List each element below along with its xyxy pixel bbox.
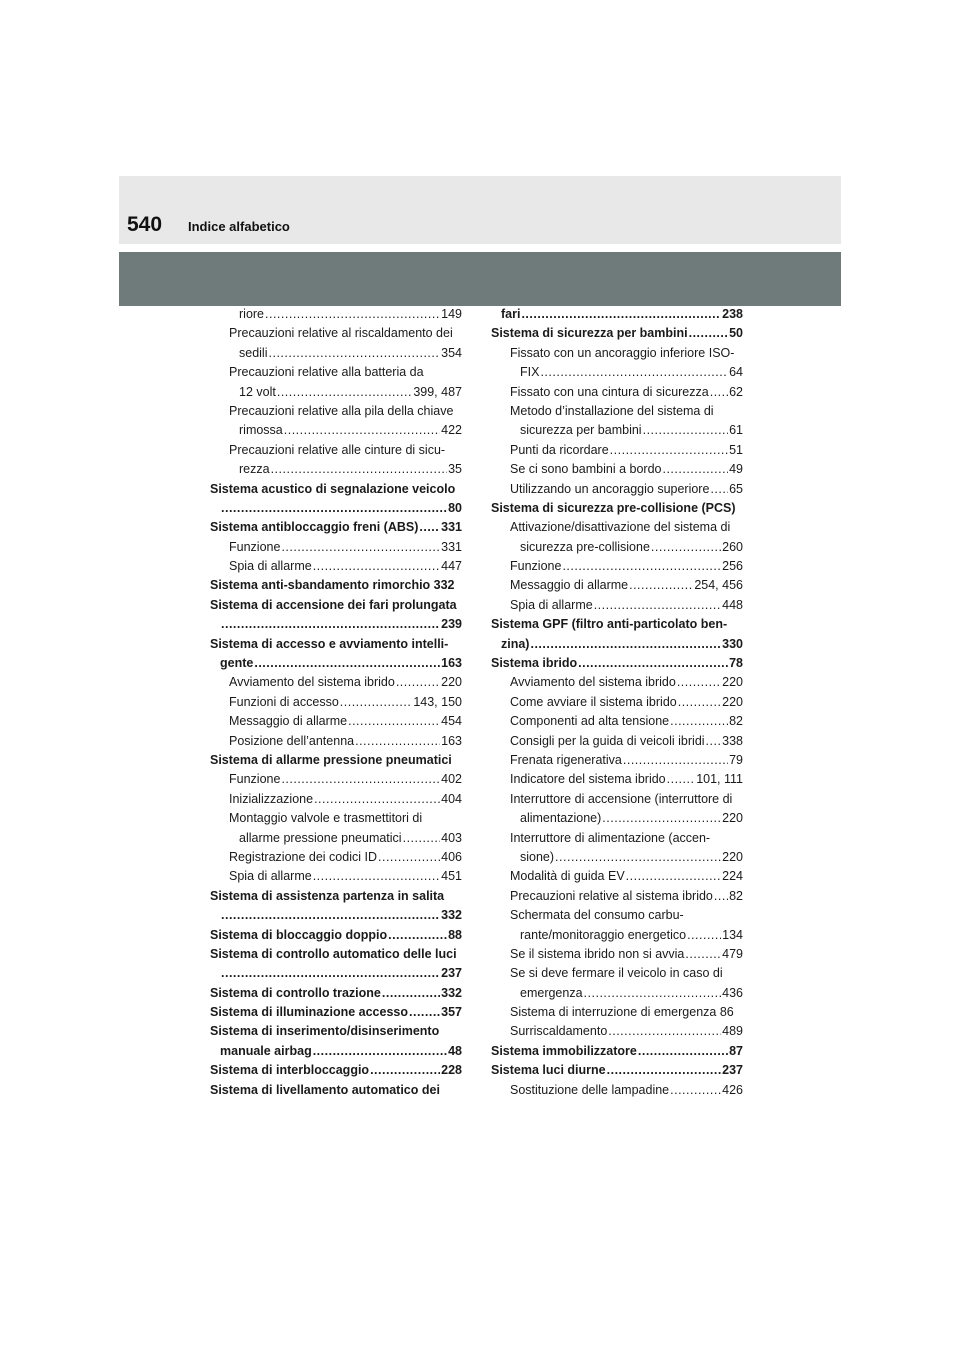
index-entry-page: 254, 456 xyxy=(694,578,743,593)
index-entry-text: Sistema di accensione dei fari prolungata xyxy=(210,597,457,612)
index-entry-text: Componenti ad alta tensione xyxy=(510,714,670,729)
index-entry xyxy=(491,654,743,673)
index-entry xyxy=(491,421,743,440)
index-entry xyxy=(210,906,462,925)
index-entry-page: 422 xyxy=(441,423,462,438)
index-entry-text: Spia di allarme xyxy=(510,597,593,612)
dot-leader xyxy=(629,576,693,595)
index-entry-text: FIX xyxy=(520,365,540,380)
index-entry-page: 354 xyxy=(441,345,462,360)
index-entry xyxy=(491,363,743,382)
index-entry-text: Sistema di controllo trazione xyxy=(210,985,381,1000)
dot-leader xyxy=(419,518,440,537)
dot-leader xyxy=(221,615,440,634)
index-entry-page: 228 xyxy=(441,1063,462,1078)
index-entry-text: Sistema di controllo automatico delle luci xyxy=(210,946,457,961)
index-entry-page: 454 xyxy=(441,714,462,729)
index-entry-text: Modalità di guida EV xyxy=(510,869,625,884)
index-entry-text: Inizializzazione xyxy=(229,791,314,806)
index-entry xyxy=(210,538,462,557)
index-entry-text: Messaggio di allarme xyxy=(510,578,629,593)
index-entry-text: Come avviare il sistema ibrido xyxy=(510,694,677,709)
index-entry xyxy=(210,984,462,1003)
index-entry-text: 12 volt xyxy=(239,384,276,399)
dot-leader xyxy=(221,906,440,925)
dot-leader xyxy=(388,926,447,945)
dot-leader xyxy=(355,732,440,751)
index-entry xyxy=(210,480,462,499)
index-entry-text: Utilizzando un ancoraggio superiore xyxy=(510,481,710,496)
index-entry xyxy=(210,576,462,595)
index-entry-page: 436 xyxy=(722,985,743,1000)
index-entry-page: 220 xyxy=(722,849,743,864)
index-entry-page: 406 xyxy=(441,849,462,864)
index-entry-page: 332 xyxy=(441,908,462,923)
index-entry xyxy=(491,1022,743,1041)
dot-leader xyxy=(643,421,729,440)
index-entry xyxy=(210,867,462,886)
index-entry-text: Sistema di sicurezza per bambini xyxy=(491,326,688,341)
index-entry-text: Precauzioni relative alle cinture di sicu- xyxy=(229,442,446,457)
index-entry-page: 451 xyxy=(441,869,462,884)
index-entry-text: Sistema di illuminazione accesso xyxy=(210,1005,408,1020)
index-entry-text: Frenata rigenerativa xyxy=(510,752,622,767)
index-entry-page: 338 xyxy=(722,733,743,748)
index-entry xyxy=(210,402,462,421)
index-entry xyxy=(491,964,743,983)
dot-leader xyxy=(710,383,728,402)
dot-leader xyxy=(313,1042,447,1061)
dot-leader xyxy=(370,1061,440,1080)
index-entry-text: Interruttore di alimentazione (accen- xyxy=(510,830,711,845)
index-entry xyxy=(491,596,743,615)
index-entry xyxy=(210,596,462,615)
index-entry xyxy=(210,460,462,479)
index-entry-text: fari xyxy=(501,307,521,321)
index-entry-text: Precauzioni relative alla pila della chiave xyxy=(229,403,454,418)
index-entry-page: 238 xyxy=(722,307,743,321)
dot-leader xyxy=(313,557,440,576)
index-entry xyxy=(491,712,743,731)
index-entry-page: 51 xyxy=(729,442,743,457)
dot-leader xyxy=(396,673,440,692)
index-column-right xyxy=(491,305,743,1100)
index-entry-text: Registrazione dei codici ID xyxy=(229,849,377,864)
index-entry-page: 447 xyxy=(441,559,462,574)
index-entry xyxy=(210,615,462,634)
index-entry xyxy=(210,1042,462,1061)
index-entry-page: 143, 150 xyxy=(413,694,462,709)
index-entry-text: Surriscaldamento xyxy=(510,1024,608,1039)
index-entry xyxy=(210,499,462,518)
index-entry xyxy=(491,344,743,363)
index-entry xyxy=(491,538,743,557)
index-entry xyxy=(491,673,743,692)
index-entry xyxy=(210,809,462,828)
index-entry-page: 64 xyxy=(729,365,743,380)
index-entry-page: 101, 111 xyxy=(696,772,743,787)
index-entry-page: 220 xyxy=(722,675,743,690)
index-entry xyxy=(210,693,462,712)
index-entry xyxy=(210,441,462,460)
index-entry-text: Fissato con un ancoraggio inferiore ISO- xyxy=(510,345,735,360)
index-entry xyxy=(491,848,743,867)
index-entry-text: Se ci sono bambini a bordo xyxy=(510,462,662,477)
index-entry xyxy=(491,1042,743,1061)
index-entry xyxy=(491,751,743,770)
index-entry-text: Sostituzione delle lampadine xyxy=(510,1082,670,1097)
index-entry-page: 448 xyxy=(722,597,743,612)
index-entry-text: rante/monitoraggio energetico xyxy=(520,927,687,942)
dot-leader xyxy=(271,460,448,479)
index-entry-text: sione) xyxy=(520,849,555,864)
dot-leader xyxy=(677,673,721,692)
index-entry-page: 224 xyxy=(722,869,743,884)
dot-leader xyxy=(584,984,722,1003)
dot-leader xyxy=(221,964,440,983)
dot-leader xyxy=(667,770,696,789)
index-entry xyxy=(210,518,462,537)
index-entry xyxy=(491,324,743,343)
index-entry-text: Schermata del consumo carbu- xyxy=(510,908,684,923)
index-entry-page: 49 xyxy=(729,462,743,477)
dot-leader xyxy=(607,1061,722,1080)
index-entry-page: 163 xyxy=(441,656,462,671)
index-entry-text: Sistema antibloccaggio freni (ABS) xyxy=(210,520,419,535)
index-entry xyxy=(210,1003,462,1022)
index-entry xyxy=(491,557,743,576)
dot-leader xyxy=(562,557,721,576)
index-entry xyxy=(491,887,743,906)
dot-leader xyxy=(284,421,440,440)
index-entry xyxy=(491,809,743,828)
index-entry-page: 220 xyxy=(441,675,462,690)
index-entry-text: Funzione xyxy=(229,772,281,787)
index-entry-page: 331 xyxy=(441,520,462,535)
dot-leader xyxy=(710,480,728,499)
dot-leader xyxy=(254,654,440,673)
index-entry xyxy=(210,324,462,343)
dot-leader xyxy=(530,635,721,654)
index-entry-text: Metodo d’installazione del sistema di xyxy=(510,403,714,418)
index-entry-text: Sistema di allarme pressione pneumatici xyxy=(210,752,452,767)
index-entry-page: 61 xyxy=(729,423,743,438)
index-entry-page: 80 xyxy=(448,500,462,515)
dot-leader xyxy=(610,441,728,460)
index-entry-page: 78 xyxy=(729,656,743,671)
index-entry-page: 237 xyxy=(441,966,462,981)
index-entry xyxy=(210,421,462,440)
dot-leader xyxy=(378,848,440,867)
index-entry-text: sedili xyxy=(239,345,268,360)
index-entry xyxy=(491,867,743,886)
dot-leader xyxy=(281,538,440,557)
index-entry-text: Avviamento del sistema ibrido xyxy=(510,675,676,690)
index-entry-text: sicurezza pre-collisione xyxy=(520,539,650,554)
index-entry-text: Sistema di accesso e avviamento intelli- xyxy=(210,636,449,651)
index-entry-page: 260 xyxy=(722,539,743,554)
index-entry-text: Sistema GPF (filtro anti-particolato ben- xyxy=(491,617,728,632)
index-entry-text: zina) xyxy=(501,636,530,651)
index-entry xyxy=(210,945,462,964)
index-entry-page: 404 xyxy=(441,791,462,806)
index-entry-text: Funzione xyxy=(510,559,562,574)
index-entry-page: 399, 487 xyxy=(413,384,462,399)
index-entry xyxy=(491,576,743,595)
dot-leader xyxy=(403,829,441,848)
index-entry-text: Se il sistema ibrido non si avvia xyxy=(510,946,685,961)
index-entry-page: 79 xyxy=(729,752,743,767)
index-entry xyxy=(210,926,462,945)
dot-leader xyxy=(578,654,728,673)
dot-leader xyxy=(687,926,721,945)
index-entry xyxy=(491,402,743,421)
index-entry-text: Precauzioni relative al sistema ibrido xyxy=(510,888,713,903)
dot-leader xyxy=(678,693,721,712)
index-entry-text: Sistema ibrido xyxy=(491,656,578,671)
index-entry xyxy=(491,615,743,634)
index-entry xyxy=(491,441,743,460)
index-entry-text: Fissato con una cintura di sicurezza xyxy=(510,384,709,399)
dot-leader xyxy=(651,538,721,557)
index-entry-text: Attivazione/disattivazione del sistema di xyxy=(510,520,731,535)
index-entry-text: Sistema di bloccaggio doppio xyxy=(210,927,388,942)
index-entry-text: Sistema di interbloccaggio xyxy=(210,1063,370,1078)
index-entry xyxy=(491,460,743,479)
index-entry-text: riore xyxy=(239,307,265,321)
dot-leader xyxy=(685,945,721,964)
dot-leader xyxy=(608,1022,721,1041)
index-entry-page: 402 xyxy=(441,772,462,787)
dot-leader xyxy=(626,867,721,886)
index-entry-page: 50 xyxy=(729,326,743,341)
index-entry xyxy=(210,770,462,789)
index-entry xyxy=(491,480,743,499)
index-entry-page: 220 xyxy=(722,694,743,709)
index-entry-text: Punti da ricordare xyxy=(510,442,609,457)
index-entry-text: emergenza xyxy=(520,985,583,1000)
index-entry xyxy=(210,363,462,382)
index-entry xyxy=(210,829,462,848)
index-entry xyxy=(491,790,743,809)
index-entry-page: 62 xyxy=(729,384,743,399)
dot-leader xyxy=(313,867,440,886)
index-entry-text: sicurezza per bambini xyxy=(520,423,642,438)
index-entry-text: Sistema di livellamento automatico dei xyxy=(210,1082,440,1097)
index-entry-page: 357 xyxy=(441,1005,462,1020)
dot-leader xyxy=(221,499,447,518)
index-entry xyxy=(210,654,462,673)
index-entry-page: 237 xyxy=(722,1063,743,1078)
index-entry-text: Sistema di interruzione di emergenza 86 xyxy=(510,1005,734,1020)
dot-leader xyxy=(521,305,721,324)
index-entry-text: manuale airbag xyxy=(220,1043,312,1058)
index-entry xyxy=(210,1061,462,1080)
index-entry xyxy=(210,344,462,363)
index-entry-text: Precauzioni relative alla batteria da xyxy=(229,365,424,380)
index-entry-text: allarme pressione pneumatici xyxy=(239,830,402,845)
dot-leader xyxy=(277,383,412,402)
index-entry xyxy=(491,499,743,518)
index-entry xyxy=(210,712,462,731)
index-entry-text: Sistema di sicurezza pre-collisione (PCS) xyxy=(491,500,736,515)
index-entry xyxy=(491,1081,743,1100)
index-entry-page: 239 xyxy=(441,617,462,632)
index-entry-text: Precauzioni relative al riscaldamento dei xyxy=(229,326,453,341)
index-entry-text: Spia di allarme xyxy=(229,869,312,884)
index-entry-text: Montaggio valvole e trasmettitori di xyxy=(229,811,423,826)
index-entry-page: 48 xyxy=(448,1043,462,1058)
dot-leader xyxy=(602,809,721,828)
index-entry xyxy=(491,926,743,945)
dot-leader xyxy=(662,460,728,479)
index-entry xyxy=(210,732,462,751)
index-entry-text: Sistema anti-sbandamento rimorchio 332 xyxy=(210,578,455,593)
dot-leader xyxy=(555,848,721,867)
index-entry-text: Sistema di inserimento/disinserimento xyxy=(210,1024,440,1039)
index-entry-page: 65 xyxy=(729,481,743,496)
dot-leader xyxy=(689,324,728,343)
index-entry-page: 82 xyxy=(729,888,743,903)
dot-leader xyxy=(670,712,728,731)
index-entry-text: Funzione xyxy=(229,539,281,554)
dot-leader xyxy=(714,887,728,906)
index-entry-text: Sistema luci diurne xyxy=(491,1063,606,1078)
dot-leader xyxy=(348,712,440,731)
index-entry-text: Funzioni di accesso xyxy=(229,694,339,709)
index-entry-page: 331 xyxy=(441,539,462,554)
index-entry-page: 256 xyxy=(722,559,743,574)
index-entry xyxy=(210,557,462,576)
page-number: 540 xyxy=(127,213,163,236)
index-entry-text: rimossa xyxy=(239,423,283,438)
index-entry-page: 149 xyxy=(441,307,462,321)
index-entry xyxy=(210,383,462,402)
index-entry-text: Spia di allarme xyxy=(229,559,312,574)
index-entry-text: Sistema di assistenza partenza in salita xyxy=(210,888,445,903)
index-entry xyxy=(491,829,743,848)
index-entry xyxy=(210,848,462,867)
decorative-band xyxy=(119,252,841,306)
index-entry xyxy=(210,1022,462,1041)
index-entry xyxy=(491,945,743,964)
index-entry-page: 87 xyxy=(729,1043,743,1058)
index-entry xyxy=(210,751,462,770)
index-entry-page: 82 xyxy=(729,714,743,729)
index-entry-page: 163 xyxy=(441,733,462,748)
index-entry xyxy=(491,693,743,712)
index-entry xyxy=(491,984,743,1003)
index-entry-text: Posizione dell’antenna xyxy=(229,733,355,748)
index-entry-page: 35 xyxy=(448,462,462,477)
index-entry-text: Messaggio di allarme xyxy=(229,714,348,729)
index-entry-text: Sistema acustico di segnalazione veicolo xyxy=(210,481,456,496)
dot-leader xyxy=(540,363,728,382)
index-entry xyxy=(210,635,462,654)
index-entry-text: gente xyxy=(220,656,254,671)
index-entry-page: 220 xyxy=(722,811,743,826)
dot-leader xyxy=(265,305,440,324)
dot-leader xyxy=(314,790,440,809)
dot-leader xyxy=(638,1042,728,1061)
index-entry xyxy=(210,887,462,906)
index-entry-page: 426 xyxy=(722,1082,743,1097)
index-entry xyxy=(491,518,743,537)
index-entry xyxy=(491,732,743,751)
index-entry-page: 403 xyxy=(441,830,462,845)
index-entry-page: 489 xyxy=(722,1024,743,1039)
section-title: Indice alfabetico xyxy=(188,219,290,234)
index-entry-page: 88 xyxy=(448,927,462,942)
dot-leader xyxy=(281,770,440,789)
dot-leader xyxy=(382,984,440,1003)
index-entry xyxy=(491,635,743,654)
dot-leader xyxy=(340,693,413,712)
index-entry-text: rezza xyxy=(239,462,270,477)
index-entry-text: Interruttore di accensione (interruttore di xyxy=(510,791,733,806)
index-entry xyxy=(210,790,462,809)
index-entry-page: 479 xyxy=(722,946,743,961)
index-column-left xyxy=(210,305,462,1100)
dot-leader xyxy=(706,732,722,751)
index-entry-page: 134 xyxy=(722,927,743,942)
index-entry xyxy=(210,305,462,324)
index-entry-text: Se si deve fermare il veicolo in caso di xyxy=(510,966,723,981)
dot-leader xyxy=(594,596,721,615)
index-entry-text: Sistema immobilizzatore xyxy=(491,1043,637,1058)
index-entry xyxy=(210,673,462,692)
index-entry-text: Avviamento del sistema ibrido xyxy=(229,675,395,690)
index-entry-text: alimentazione) xyxy=(520,811,602,826)
index-entry-page: 330 xyxy=(722,636,743,651)
index-entry xyxy=(491,906,743,925)
dot-leader xyxy=(623,751,728,770)
index-entry xyxy=(491,1003,743,1022)
dot-leader xyxy=(670,1081,721,1100)
index-entry xyxy=(210,964,462,983)
index-entry-text: Consigli per la guida di veicoli ibridi xyxy=(510,733,705,748)
index-entry xyxy=(491,383,743,402)
dot-leader xyxy=(269,344,441,363)
index-entry xyxy=(210,1081,462,1100)
index-entry xyxy=(491,1061,743,1080)
dot-leader xyxy=(409,1003,440,1022)
index-entry xyxy=(491,305,743,324)
index-entry-text: Indicatore del sistema ibrido xyxy=(510,772,666,787)
index-entry xyxy=(491,770,743,789)
index-entry-page: 332 xyxy=(441,985,462,1000)
